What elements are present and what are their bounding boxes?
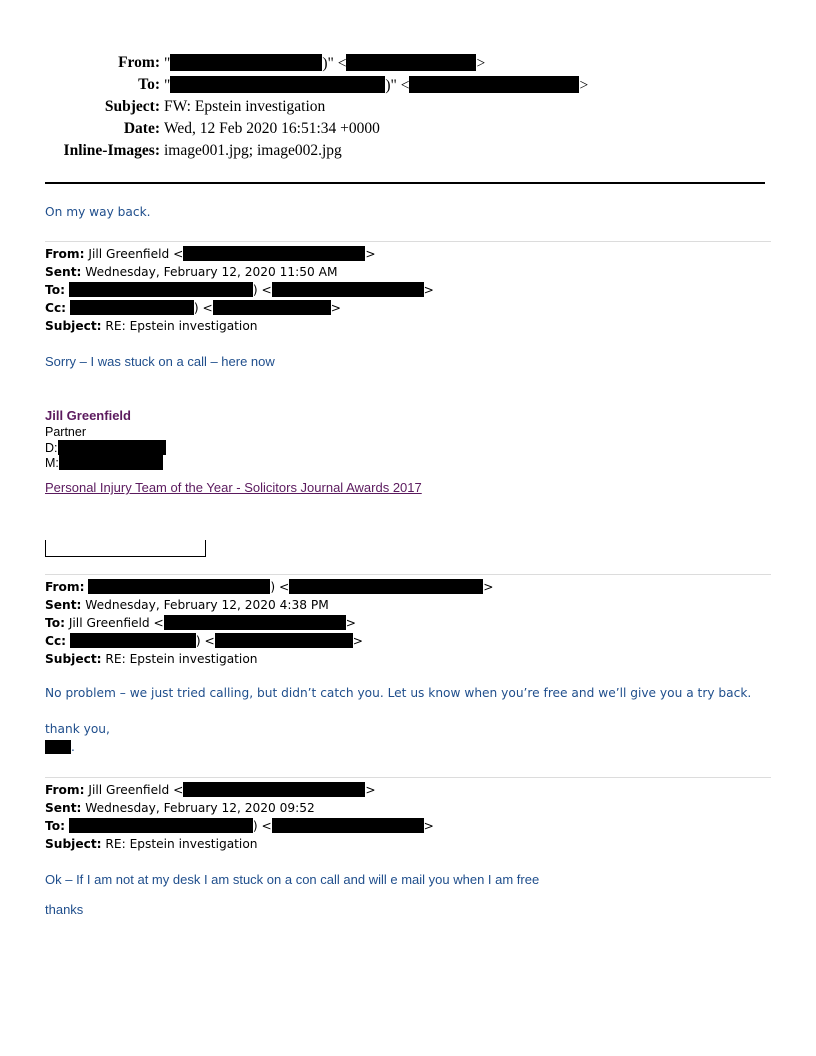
message-divider — [45, 574, 771, 575]
reply-top-body: On my way back. — [45, 205, 151, 219]
msg1-body: Sorry – I was stuck on a call – here now — [45, 354, 275, 369]
redaction — [70, 633, 196, 648]
msg2-subject-row: Subject: RE: Epstein investigation — [45, 652, 258, 666]
signature-name: Jill Greenfield — [45, 408, 131, 423]
msg2-body: No problem – we just tried calling, but didn’t catch you. Let us know when you’re free and we’ll give you a try back. — [45, 686, 752, 700]
redaction — [183, 782, 365, 797]
redaction — [170, 76, 385, 93]
redaction — [289, 579, 483, 594]
redaction — [164, 615, 346, 630]
email-header — [0, 0, 816, 170]
redaction — [272, 818, 424, 833]
redaction — [70, 300, 194, 315]
msg1-subject-row: Subject: RE: Epstein investigation — [45, 319, 258, 333]
redaction — [69, 818, 253, 833]
msg1-header — [45, 245, 434, 335]
signature-direct: D: — [45, 440, 166, 455]
msg3-to-row: To: ) < > — [45, 819, 434, 833]
msg3-subject-row: Subject: RE: Epstein investigation — [45, 837, 258, 851]
header-date-row — [0, 120, 816, 140]
msg2-sent-row: Sent: Wednesday, February 12, 2020 4:38 PM — [45, 598, 329, 612]
msg3-sent-row: Sent: Wednesday, February 12, 2020 09:52 — [45, 801, 315, 815]
msg2-to-row: To: Jill Greenfield < > — [45, 616, 356, 630]
redaction — [215, 633, 353, 648]
header-subject-value: FW: Epstein investigation — [164, 98, 326, 115]
header-to-label: To: — [138, 76, 160, 93]
redaction — [213, 300, 331, 315]
msg2-from-row: From: ) < > — [45, 580, 494, 594]
header-inline-images-label: Inline-Images: — [63, 142, 160, 159]
header-date-value: Wed, 12 Feb 2020 16:51:34 +0000 — [164, 120, 380, 137]
redaction — [58, 440, 166, 455]
header-from-row: From: " )" < > — [118, 54, 486, 72]
redaction — [69, 282, 253, 297]
redaction — [88, 579, 270, 594]
msg3-thanks: thanks — [45, 902, 84, 917]
header-divider — [45, 182, 765, 184]
msg2-thanks: thank you, — [45, 722, 110, 736]
header-to-row: To: " )" < > — [138, 76, 589, 94]
header-inline-images-value: image001.jpg; image002.jpg — [164, 142, 342, 159]
message-divider — [45, 241, 771, 242]
msg3-from-row: From: Jill Greenfield < > — [45, 783, 376, 797]
redaction — [183, 246, 365, 261]
header-inline-images-row — [0, 142, 816, 162]
signature-mobile: M: — [45, 455, 163, 470]
msg3-header — [45, 781, 434, 853]
msg1-cc-row: Cc: ) < > — [45, 301, 341, 315]
redaction — [170, 54, 322, 71]
msg2-signoff: . — [45, 740, 75, 754]
header-date-label: Date: — [123, 120, 160, 137]
award-link[interactable]: Personal Injury Team of the Year - Solicitors Journal Awards 2017 — [45, 480, 422, 495]
msg3-body: Ok – If I am not at my desk I am stuck on a con call and will e mail you when I am free — [45, 872, 540, 887]
redaction — [346, 54, 476, 71]
msg1-from-row: From: Jill Greenfield < > — [45, 247, 376, 261]
header-subject-row — [0, 98, 816, 118]
msg1-to-row: To: ) < > — [45, 283, 434, 297]
image-placeholder — [45, 540, 206, 557]
msg2-cc-row: Cc: ) < > — [45, 634, 363, 648]
redaction — [59, 455, 163, 470]
redaction — [272, 282, 424, 297]
header-from-label: From: — [118, 54, 160, 71]
redaction — [45, 740, 71, 754]
msg2-header — [45, 578, 493, 668]
signature-title: Partner — [45, 425, 86, 439]
header-subject-label: Subject: — [104, 98, 160, 115]
redaction — [409, 76, 579, 93]
msg1-sent-row: Sent: Wednesday, February 12, 2020 11:50 AM — [45, 265, 338, 279]
message-divider — [45, 777, 771, 778]
